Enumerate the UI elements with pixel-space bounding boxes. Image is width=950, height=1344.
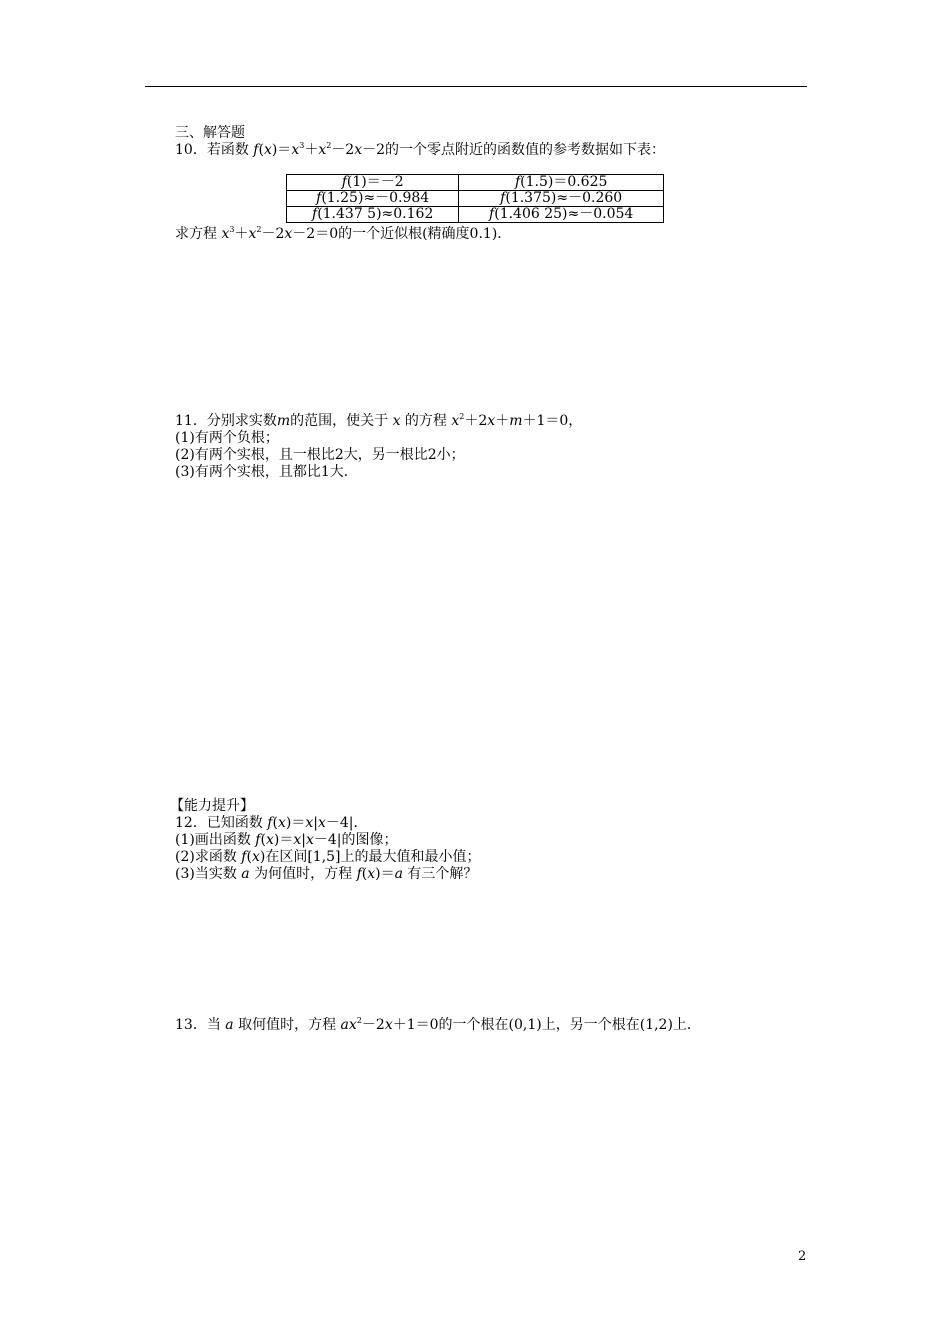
q12-part-3: (3)当实数 a 为何值时，方程 f(x)＝a 有三个解？ [175,866,478,882]
table-cell: f(1.437 5)≈0.162 [287,207,459,223]
q11-part-3: (3)有两个实根，且都比1大． [175,464,358,480]
q10-stem: 10．若函数 $f(x)=x^3+x^2-2x-2$的一个零点附近的函数值的参考数据如下表： [175,141,666,158]
table-cell: f(1.5)＝0.625 [459,175,664,191]
table-row [287,191,664,207]
q11-part-1: (1)有两个负根； [175,430,279,446]
ability-title: 【能力提升】 [170,798,254,814]
q13-stem: 13．当 a 取何值时，方程 $ax^2-2x+1=0$的一个根在(0,1)上，另一个根在(1,2)上． [175,1016,701,1033]
section-title: 三、解答题 [175,125,245,141]
q11-stem: 11．分别求实数m的范围，使关于 x 的方程 $x^2+2x+m+1=0$， [175,412,583,429]
header-rule [145,86,807,87]
table-cell: f(1.375)≈－0.260 [459,191,664,207]
q10-value-table [286,174,664,223]
page-number: 2 [798,1249,807,1264]
table-cell: f(1)＝－2 [287,175,459,191]
table-row [287,175,664,191]
q12-stem: 12．已知函数 f(x)＝x|x－4|． [175,815,368,831]
table-cell: f(1.406 25)≈－0.054 [459,207,664,223]
q11-part-2: (2)有两个实根，且一根比2大，另一根比2小； [175,447,465,463]
table-cell: f(1.25)≈－0.984 [287,191,459,207]
q10-ask: 求方程 $x^3+x^2-2x-2=0$的一个近似根(精确度0.1)． [175,225,512,242]
q12-part-2: (2)求函数 f(x)在区间[1,5]上的最大值和最小值； [175,849,481,865]
q12-part-1: (1)画出函数 f(x)＝x|x－4|的图像； [175,832,398,848]
table-row [287,207,664,223]
